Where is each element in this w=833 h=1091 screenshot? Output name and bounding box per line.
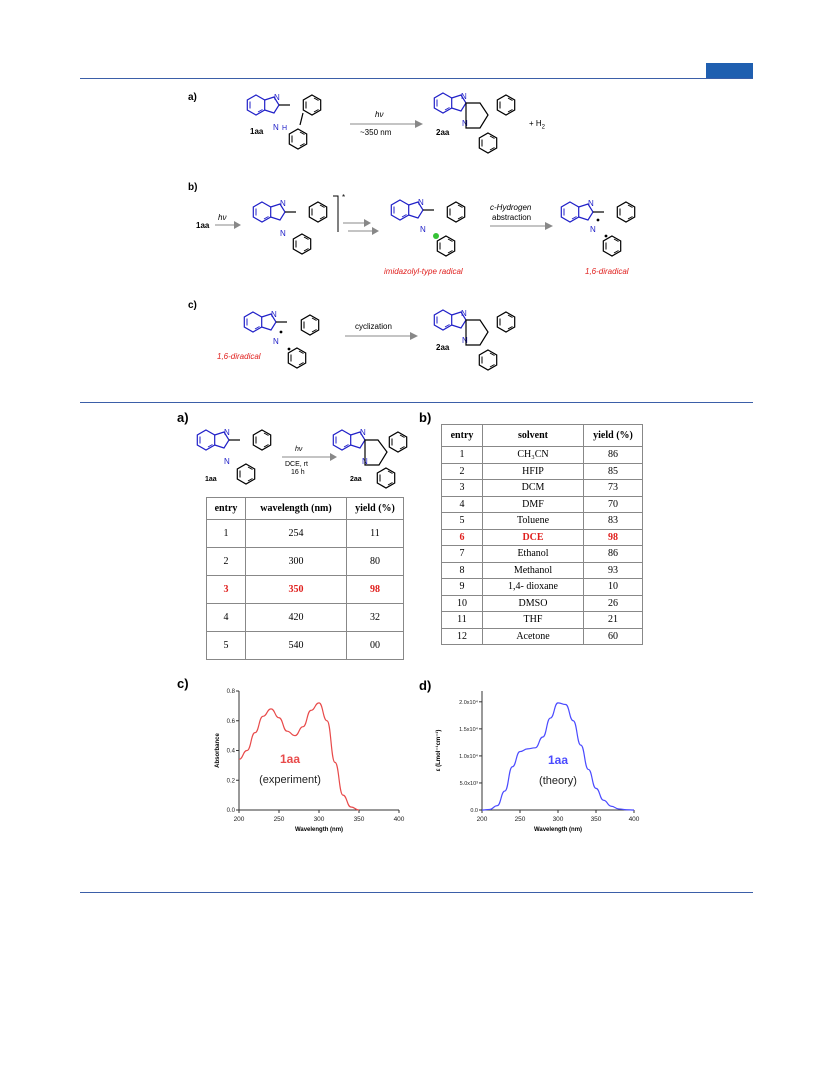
scheme-a-1aa-structure [247,93,320,149]
table-row [442,447,643,464]
table-row [442,562,643,579]
table-cell: 86 [584,447,643,464]
fig-a-cond2: 16 h [291,469,305,476]
x-tick-label: 200 [233,816,245,823]
scheme-a-hv: hν [375,110,384,119]
annotation-compound: 1aa [547,753,569,767]
scheme-c-2aa-label: 2aa [436,343,450,352]
table-cell: 85 [584,463,643,480]
svg-text:N: N [462,119,468,128]
table-cell: 73 [584,480,643,497]
fig-a-1aa-label: 1aa [205,476,217,483]
col-solvent: solvent [483,425,584,447]
col-entry: entry [207,498,246,520]
table-cell: 10 [442,595,483,612]
y-axis-label: ε (Lmol⁻¹cm⁻¹) [436,729,442,772]
table-row [207,520,404,548]
table-cell: 5 [442,513,483,530]
y-tick-label: 2.0x10⁴ [459,699,478,706]
table-cell: 1 [207,520,246,548]
table-cell: 83 [584,513,643,530]
svg-text:N: N [273,337,279,346]
scheme-c-2aa-structure [434,309,514,370]
x-tick-label: 250 [514,816,526,823]
table-cell: 11 [442,612,483,629]
absorbance-chart [210,684,410,839]
table-cell: 7 [442,546,483,563]
scheme-b-h-abs-2: abstraction [492,213,532,222]
svg-text:N: N [280,229,286,238]
scheme-b-hv: hν [218,213,227,222]
table-cell: 300 [246,548,347,576]
table-row [207,548,404,576]
table-row [442,513,643,530]
svg-text:N: N [420,225,426,234]
scheme-structures [0,0,833,400]
table-cell: DMSO [483,595,584,612]
table-row [442,529,643,546]
table-cell: 420 [246,604,347,632]
table-cell: 3 [442,480,483,497]
x-axis-label: Wavelength (nm) [533,827,583,833]
table-cell: 98 [584,529,643,546]
scheme-a-1aa-label: 1aa [250,127,264,136]
epsilon-chart [430,682,640,842]
table-row [207,576,404,604]
table-cell: 2 [207,548,246,576]
x-tick-label: 300 [552,816,564,823]
table-row [442,579,643,596]
scheme-a-2aa-structure [434,92,514,153]
x-tick-label: 400 [393,816,405,823]
annotation-compound: 1aa [279,752,301,766]
table-row [442,463,643,480]
table-row [207,632,404,660]
table-row [442,595,643,612]
fig-d-label: d) [419,678,432,693]
table-cell: Toluene [483,513,584,530]
scheme-a-wavelength: ~350 nm [360,128,392,137]
table-row [442,496,643,513]
solvent-table [441,424,643,645]
table-cell: Ethanol [483,546,584,563]
fig-a-cond1: DCE, rt [285,461,308,468]
table-cell: 11 [347,520,404,548]
scheme-b-excited-structure [253,196,338,254]
col-wavelength: wavelength (nm) [246,498,347,520]
svg-text:N: N [461,92,467,101]
y-tick-label: 0.8 [226,689,235,695]
fig-a-label: a) [177,410,189,425]
scheme-c-label: c) [188,300,197,311]
annotation-type: (theory) [539,775,577,787]
table-cell: HFIP [483,463,584,480]
table-row [207,604,404,632]
col-entry: entry [442,425,483,447]
scheme-b-label: b) [188,182,198,193]
svg-text:N: N [274,93,280,102]
svg-text:N: N [461,309,467,318]
table-cell: DCE [483,529,584,546]
table-cell: 80 [347,548,404,576]
table-row [442,546,643,563]
svg-text:N: N [273,123,279,132]
table-cell: 12 [442,628,483,645]
scheme-b-h-abs-1: c-Hydrogen [490,203,532,212]
table-cell: DMF [483,496,584,513]
table-cell: 60 [584,628,643,645]
y-tick-label: 1.5x10⁴ [459,726,478,733]
y-tick-label: 5.0x10³ [459,780,478,787]
table-cell: 93 [584,562,643,579]
table-cell: 00 [347,632,404,660]
wavelength-table [206,497,404,660]
table-cell: 4 [442,496,483,513]
scheme-a-h2 [529,119,545,131]
x-tick-label: 300 [313,816,325,823]
x-tick-label: 200 [476,816,488,823]
annotation-type: (experiment) [259,774,321,786]
scheme-c-diradical-label: 1,6-diradical [217,352,261,361]
table-cell: 1 [442,447,483,464]
svg-text:N: N [462,336,468,345]
table-cell: 9 [442,579,483,596]
y-tick-label: 0.0 [470,808,478,814]
middle-rule [80,402,753,403]
table-cell: Methanol [483,562,584,579]
x-axis-label: Wavelength (nm) [294,827,344,833]
table-row [442,628,643,645]
col-yield: yield (%) [584,425,643,447]
table-cell: 21 [584,612,643,629]
svg-text:N: N [362,457,368,466]
fig-c-label: c) [177,676,189,691]
x-tick-label: 400 [628,816,640,823]
svg-text:H: H [282,125,288,132]
table-cell: 10 [584,579,643,596]
table-cell: 6 [442,529,483,546]
table-cell: 540 [246,632,347,660]
x-tick-label: 350 [353,816,365,823]
svg-text:N: N [224,457,230,466]
y-tick-label: 1.0x10⁴ [459,753,478,760]
svg-text:N: N [590,225,596,234]
table-cell: DCM [483,480,584,497]
fig-a-hv: hν [295,446,303,453]
fig-b-label: b) [419,410,432,425]
table-cell: 3 [207,576,246,604]
svg-text:N: N [588,199,594,208]
y-tick-label: 0.6 [226,718,235,725]
table-cell: 32 [347,604,404,632]
y-tick-label: 0.0 [226,808,235,814]
table-cell: CH₃CN [483,447,584,464]
scheme-b-radical-structure [391,198,464,256]
svg-text:N: N [271,310,277,319]
plus-h2-text: + H [529,119,542,128]
table-cell: THF [483,612,584,629]
table-cell: 70 [584,496,643,513]
imidazolyl-radical-label: imidazolyl-type radical [384,267,463,276]
y-axis-label: Absorbance [215,733,221,768]
table-cell: 26 [584,595,643,612]
svg-text:N: N [280,199,286,208]
cyclization-label: cyclization [355,322,392,331]
y-tick-label: 0.2 [226,778,235,785]
table-cell: 8 [442,562,483,579]
x-tick-label: 350 [590,816,602,823]
scheme-b-excited-mark: * [342,193,346,202]
h2-subscript: 2 [541,124,546,131]
table-row [442,612,643,629]
table-cell: 350 [246,576,347,604]
table-cell: 86 [584,546,643,563]
table-cell: 254 [246,520,347,548]
svg-text:N: N [418,198,424,207]
scheme-b-1aa-label: 1aa [196,221,210,230]
col-yield: yield (%) [347,498,404,520]
table-cell: 4 [207,604,246,632]
x-tick-label: 250 [273,816,285,823]
svg-text:N: N [224,428,230,437]
y-tick-label: 0.4 [226,748,235,755]
scheme-a-2aa-label: 2aa [436,128,450,137]
fig-a-2aa-label: 2aa [350,476,362,483]
table-cell: Acetone [483,628,584,645]
table-row [442,480,643,497]
svg-text:N: N [360,428,366,437]
table-cell: 1,4- dioxane [483,579,584,596]
table-cell: 2 [442,463,483,480]
table-cell: 5 [207,632,246,660]
bottom-rule [80,892,753,893]
scheme-a-label: a) [188,92,197,103]
diradical-label: 1,6-diradical [585,267,629,276]
table-cell: 98 [347,576,404,604]
scheme-b-diradical-structure [561,199,634,256]
